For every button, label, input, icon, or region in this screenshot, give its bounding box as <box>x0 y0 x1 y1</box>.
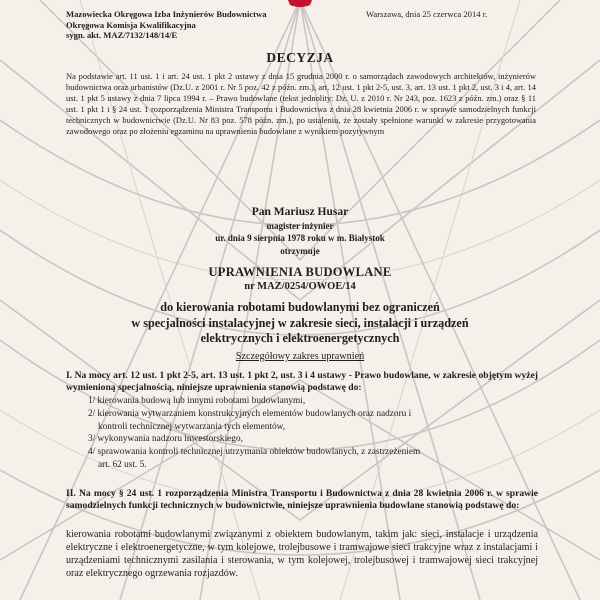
case-reference: sygn. akt. MAZ/7132/148/14/E <box>66 30 178 40</box>
chamber-name: Mazowiecka Okręgowa Izba Inżynierów Budownictwa <box>66 9 267 19</box>
birth-prefix: ur. dnia <box>215 233 248 243</box>
section-1-item: 2/ kierowania wytwarzaniem konstrukcyjnych elementów budowlanych oraz nadzoru i <box>88 409 412 419</box>
scope-line-1: do kierowania robotami budowlanymi bez ograniczeń <box>160 300 440 314</box>
permission-number: nr MAZ/0254/OWOE/14 <box>244 281 356 292</box>
section-1-item-continuation: art. 62 ust. 5. <box>98 460 147 470</box>
detail-heading: Szczegółowy zakres uprawnień <box>235 351 365 362</box>
issuer-header <box>66 9 267 41</box>
permission-title: UPRAWNIENIA BUDOWLANE <box>208 265 392 279</box>
document-title: DECYZJA <box>266 50 334 65</box>
section-1-item-continuation: kontroli technicznej wytwarzania tych elementów, <box>98 421 286 432</box>
birth-date: 9 sierpnia 1978 <box>247 233 306 243</box>
section-2-body: kierowania robotami budowlanymi związanymi z obiektem budowlanym, takim jak: sieci, instalacje i urządzenia elektryczne i elektroenergetyczne, w tym kolejowe, trolejbusowe i tramwajowe sieci trakcyjne wraz z instalacjami i urządzeniami technicznymi zasilania i sterowania, w tym kolejowej, trolejbusowej i tramwajowej sieci trakcyjnej oraz elektrycznego ogrzewania rozjazdów. <box>66 529 538 579</box>
section-1-heading: I. Na mocy art. 12 ust. 1 pkt 2-5, art. 13 ust. 1 pkt 2, ust. 3 i 4 ustawy - Prawo budowlane, w zakresie objętym wyżej wymienioną specjalnością, niniejsze uprawnienia stanowią podstawę do: <box>66 370 538 393</box>
recipient-degree: magister inżynier <box>266 221 334 231</box>
section-2-heading: II. Na mocy § 24 ust. 1 rozporządzenia Ministra Transportu i Budownictwa z dnia 28 kwietnia 2006 r. w sprawie samodzielnych funkcji technicznych w budownictwie, niniejsze uprawnienia budowlane stanowią podstawę do: <box>66 488 538 511</box>
birth-middle: roku w m. <box>305 233 349 243</box>
recipient-birth-info <box>0 233 600 243</box>
section-1-item: 4/ sprawowania kontroli technicznej utrzymania obiektów budowlanych, z zastrzeżeniem <box>88 447 421 457</box>
committee-name: Okręgowa Komisja Kwalifikacyjna <box>66 19 196 30</box>
scope-line-3: elektrycznych i elektroenergetycznych <box>200 331 400 345</box>
scope-line-2: w specjalności instalacyjnej w zakresie sieci, instalacji i urządzeń <box>131 315 469 330</box>
section-1-item: 3/ wykonywania nadzoru inwestorskiego, <box>88 434 243 444</box>
issue-date: Warszawa, dnia 25 czerwca 2014 r. <box>366 9 488 19</box>
section-1-item: 1/ kierowania budową lub innymi robotami budowlanymi, <box>88 396 306 406</box>
birth-place: Białystok <box>348 233 385 243</box>
receives-label: otrzymuje <box>280 246 320 256</box>
recipient-name: Pan Mariusz Husar <box>251 206 349 218</box>
legal-basis-paragraph: Na podstawie art. 11 ust. 1 i art. 24 ust. 1 pkt 2 ustawy z dnia 15 grudnia 2000 r. o samorządach zawodowych architektów, inżynierów budownictwa oraz urbanistów (Dz.U. z 2001 r. Nr 5 poz. 42 z późn. zm.), art. 12 ust. 1 pkt 2-5, ust. 3, art. 13 ust. 1 pkt 2, ust. 3 i 4, art. 14 ust. 1 pkt 5 ustawy z dnia 7 lipca 1994 r. – Prawo budowlane (tekst jednolity: Dz. U. z 2010 r. Nr 243, poz. 1623 z późn. zm.) oraz § 11 ust. 1 pkt 1 i § 24 ust. 1 rozporządzenia Ministra Transportu i Budownictwa z dnia 28 kwietnia 2006 r. w sprawie samodzielnych funkcji technicznych w budownictwie (Dz.U. Nr 83 poz. 578 późn. zm.), po ustaleniu, że zostały spełnione warunki w zakresie przygotowania zawodowego oraz po złożeniu egzaminu na uprawnienia budowlane z wynikiem pozytywnym <box>66 71 536 137</box>
